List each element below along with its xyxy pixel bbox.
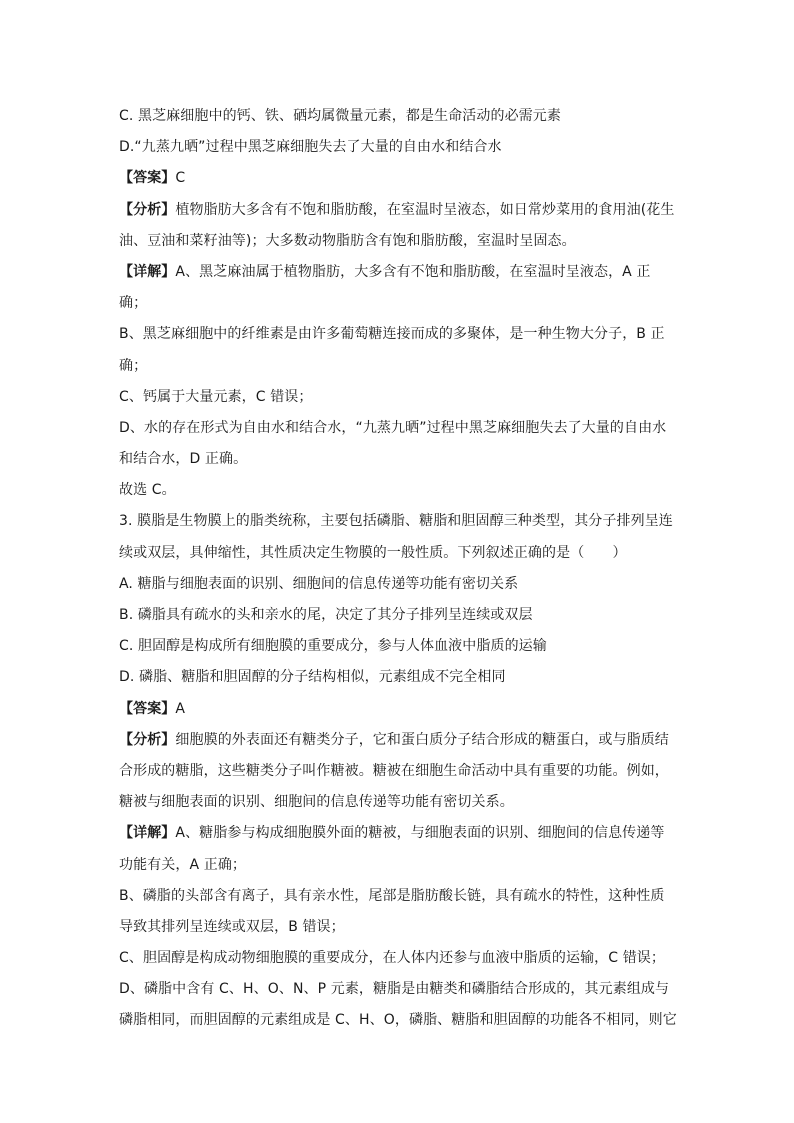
detail-continuation bbox=[119, 351, 679, 382]
option-b-line bbox=[119, 600, 679, 631]
answer-line bbox=[119, 163, 679, 194]
detail-text: A、黑芝麻油属于植物脂肪，大多含有不饱和脂肪酸，在室温时呈液态，A 正 bbox=[175, 263, 651, 280]
detail-line bbox=[119, 257, 679, 288]
detail-label: 【详解】 bbox=[119, 825, 176, 842]
option-a-line bbox=[119, 569, 679, 600]
line-text: C. 黑芝麻细胞中的钙、铁、硒均属微量元素，都是生命活动的必需元素 bbox=[119, 108, 561, 124]
line-text: 功能有关，A 正确； bbox=[119, 856, 247, 873]
line-text: 磷脂相同，而胆固醇的元素组成是 C、H、O，磷脂、糖脂和胆固醇的功能各不相同，则它 bbox=[119, 1012, 677, 1029]
detail-text: A、糖脂参与构成细胞膜外面的糖被，与细胞表面的识别、细胞间的信息传递等 bbox=[175, 825, 665, 842]
detail-continuation bbox=[119, 288, 679, 319]
option-d-line bbox=[119, 662, 679, 693]
analysis-line bbox=[119, 195, 679, 226]
line-text: B、黑芝麻细胞中的纤维素是由许多葡萄糖连接而成的多聚体，是一种生物大分子，B 正 bbox=[119, 326, 665, 343]
line-text: 和结合水，D 正确。 bbox=[119, 451, 248, 468]
analysis-text: 细胞膜的外表面还有糖类分子，它和蛋白质分子结合形成的糖蛋白，或与脂质结 bbox=[175, 731, 669, 748]
detail-b-line bbox=[119, 319, 679, 350]
detail-continuation bbox=[119, 1005, 679, 1036]
line-text: D. 磷脂、糖脂和胆固醇的分子结构相似，元素组成不完全相同 bbox=[119, 669, 506, 686]
detail-b-line bbox=[119, 881, 679, 912]
line-text: 导致其排列呈连续或双层，B 错误； bbox=[119, 918, 345, 935]
analysis-text: 植物脂肪大多含有不饱和脂肪酸，在室温时呈液态，如日常炒菜用的食用油(花生 bbox=[175, 201, 675, 218]
analysis-label: 【分析】 bbox=[119, 201, 176, 218]
line-text: D、磷脂中含有 C、H、O、N、P 元素，糖脂是由糖类和磷脂结合形成的，其元素组成与 bbox=[119, 981, 670, 998]
line-text: C、钙属于大量元素，C 错误； bbox=[119, 388, 313, 405]
answer-line bbox=[119, 694, 679, 725]
line-text: C. 胆固醇是构成所有细胞膜的重要成分，参与人体血液中脂质的运输 bbox=[119, 638, 547, 655]
detail-continuation bbox=[119, 444, 679, 475]
analysis-continuation bbox=[119, 756, 679, 787]
detail-c-line bbox=[119, 382, 679, 413]
detail-continuation bbox=[119, 912, 679, 943]
line-text: 糖被与细胞表面的识别、细胞间的信息传递等功能有密切关系。 bbox=[119, 794, 514, 811]
detail-c-line bbox=[119, 943, 679, 974]
answer-value: C bbox=[175, 170, 186, 187]
line-text: B、磷脂的头部含有离子，具有亲水性，尾部是脂肪酸长链，具有疏水的特性，这种性质 bbox=[119, 887, 665, 904]
line-text: B. 磷脂具有疏水的头和亲水的尾，决定了其分子排列呈连续或双层 bbox=[119, 607, 533, 623]
detail-d-line bbox=[119, 974, 679, 1005]
analysis-line bbox=[119, 725, 679, 756]
option-d-line bbox=[119, 132, 679, 163]
option-c-line bbox=[119, 101, 679, 132]
answer-label: 【答案】 bbox=[119, 170, 176, 187]
line-text: 确； bbox=[119, 295, 148, 312]
line-text: D.“九蒸九晒”过程中黑芝麻细胞失去了大量的自由水和结合水 bbox=[119, 139, 502, 156]
analysis-continuation bbox=[119, 226, 679, 257]
line-text: A. 糖脂与细胞表面的识别、细胞间的信息传递等功能有密切关系 bbox=[119, 575, 519, 592]
question-3-stem bbox=[119, 506, 679, 537]
detail-d-line bbox=[119, 413, 679, 444]
detail-label: 【详解】 bbox=[119, 263, 176, 280]
line-text: 故选 C。 bbox=[119, 482, 176, 499]
answer-label: 【答案】 bbox=[119, 700, 176, 717]
line-text: 确； bbox=[119, 357, 148, 374]
detail-continuation bbox=[119, 850, 679, 881]
line-text: 续或双层，具伸缩性，其性质决定生物膜的一般性质。下列叙述正确的是（ ） bbox=[119, 544, 627, 561]
answer-value: A bbox=[175, 700, 186, 717]
detail-line bbox=[119, 818, 679, 849]
question-3-stem-continuation bbox=[119, 538, 679, 569]
line-text: C、胆固醇是构成动物细胞膜的重要成分，在人体内还参与血液中脂质的运输，C 错误； bbox=[119, 950, 665, 967]
document-body bbox=[119, 101, 679, 1037]
conclusion-line bbox=[119, 475, 679, 506]
analysis-label: 【分析】 bbox=[119, 731, 176, 748]
line-text: D、水的存在形式为自由水和结合水，“九蒸九晒”过程中黑芝麻细胞失去了大量的自由水 bbox=[119, 419, 667, 436]
line-text: 合形成的糖脂，这些糖类分子叫作糖被。糖被在细胞生命活动中具有重要的功能。例如， bbox=[119, 762, 669, 779]
line-text: 3. 膜脂是生物膜上的脂类统称，主要包括磷脂、糖脂和胆固醇三种类型，其分子排列呈连 bbox=[119, 513, 673, 530]
line-text: 油、豆油和菜籽油等)；大多数动物脂肪含有饱和脂肪酸，室温时呈固态。 bbox=[119, 232, 576, 249]
analysis-continuation bbox=[119, 787, 679, 818]
option-c-line bbox=[119, 631, 679, 662]
